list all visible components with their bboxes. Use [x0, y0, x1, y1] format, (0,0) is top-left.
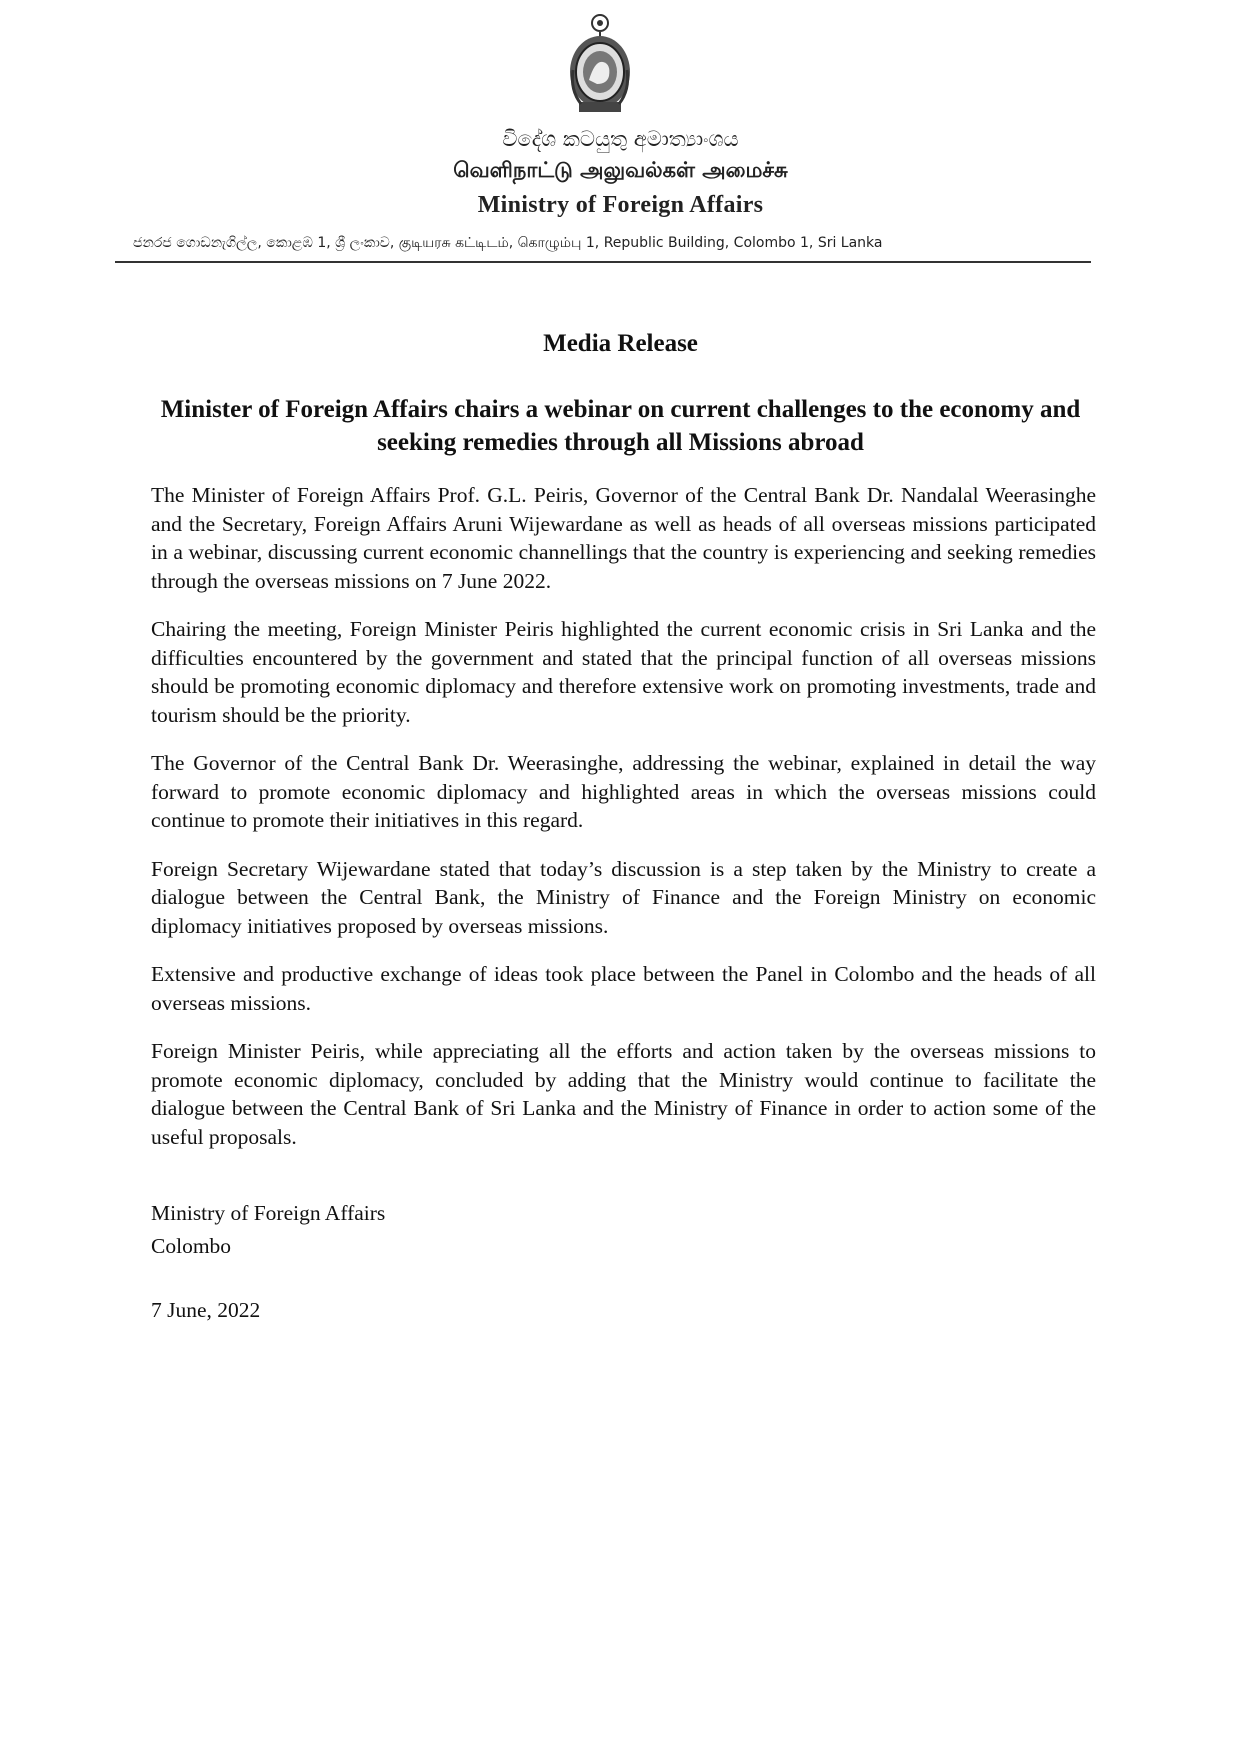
- document-type: Media Release: [543, 330, 698, 357]
- letterhead-name-english: Ministry of Foreign Affairs: [477, 192, 764, 218]
- headline: Minister of Foreign Affairs chairs a webinar on current challenges to the economy and seeking remedies through all Missions abroad: [160, 396, 1081, 456]
- letterhead-name-tamil: வெளிநாட்டு அலுவல்கள் அமைச்சு: [453, 158, 788, 182]
- release-date: 7 June, 2022: [151, 1298, 261, 1322]
- letterhead-address: ජනරජ ගොඩනැගිල්ල, කොළඹ 1, ශ්‍රී ලංකාව, குடியரசு கட்டிடம், கொழும்பு 1, Republic Building, Colombo 1, Sri Lanka: [133, 235, 883, 251]
- paragraph: The Governor of the Central Bank Dr. Weerasinghe, addressing the webinar, explained in detail the way forward to promote economic diplomacy and highlighted areas in which the overseas missions could continue to promote their initiatives in this regard.: [151, 751, 1096, 832]
- letterhead-name-sinhala: විදේශ කටයුතු අමාත්‍යාංශය: [502, 127, 739, 151]
- paragraph: Chairing the meeting, Foreign Minister Peiris highlighted the current economic crisis in Sri Lanka and the difficulties encountered by the government and stated that the principal function of all overseas missions should be promoting economic diplomacy and therefore extensive work on promoting investments, trade and tourism should be the priority.: [151, 617, 1096, 727]
- signature-org: Ministry of Foreign Affairs: [151, 1201, 386, 1225]
- paragraph: Foreign Minister Peiris, while appreciating all the efforts and action taken by the overseas missions to promote economic diplomacy, concluded by adding that the Ministry would continue to facilitate the dialogue between the Central Bank of Sri Lanka and the Ministry of Finance in order to action some of the useful proposals.: [151, 1039, 1096, 1149]
- paragraph: Extensive and productive exchange of ideas took place between the Panel in Colombo and the heads of all overseas missions.: [151, 962, 1096, 1015]
- paragraph: Foreign Secretary Wijewardane stated that today’s discussion is a step taken by the Ministry to create a dialogue between the Central Bank, the Ministry of Finance and the Foreign Ministry on economic diplomacy initiatives proposed by overseas missions.: [151, 856, 1096, 938]
- body-text: [151, 481, 1096, 1171]
- signature-block: [151, 1197, 385, 1263]
- letterhead-divider: [115, 261, 1091, 263]
- paragraph: The Minister of Foreign Affairs Prof. G.L. Peiris, Governor of the Central Bank Dr. Nandalal Weerasinghe and the Secretary, Foreign Affairs Aruni Wijewardane as well as heads of all overseas missions participated in a webinar, discussing current economic channellings that the country is experiencing and seeking remedies through the overseas missions on 7 June 2022.: [151, 483, 1096, 593]
- government-emblem: [567, 10, 633, 116]
- signature-city: Colombo: [151, 1234, 232, 1258]
